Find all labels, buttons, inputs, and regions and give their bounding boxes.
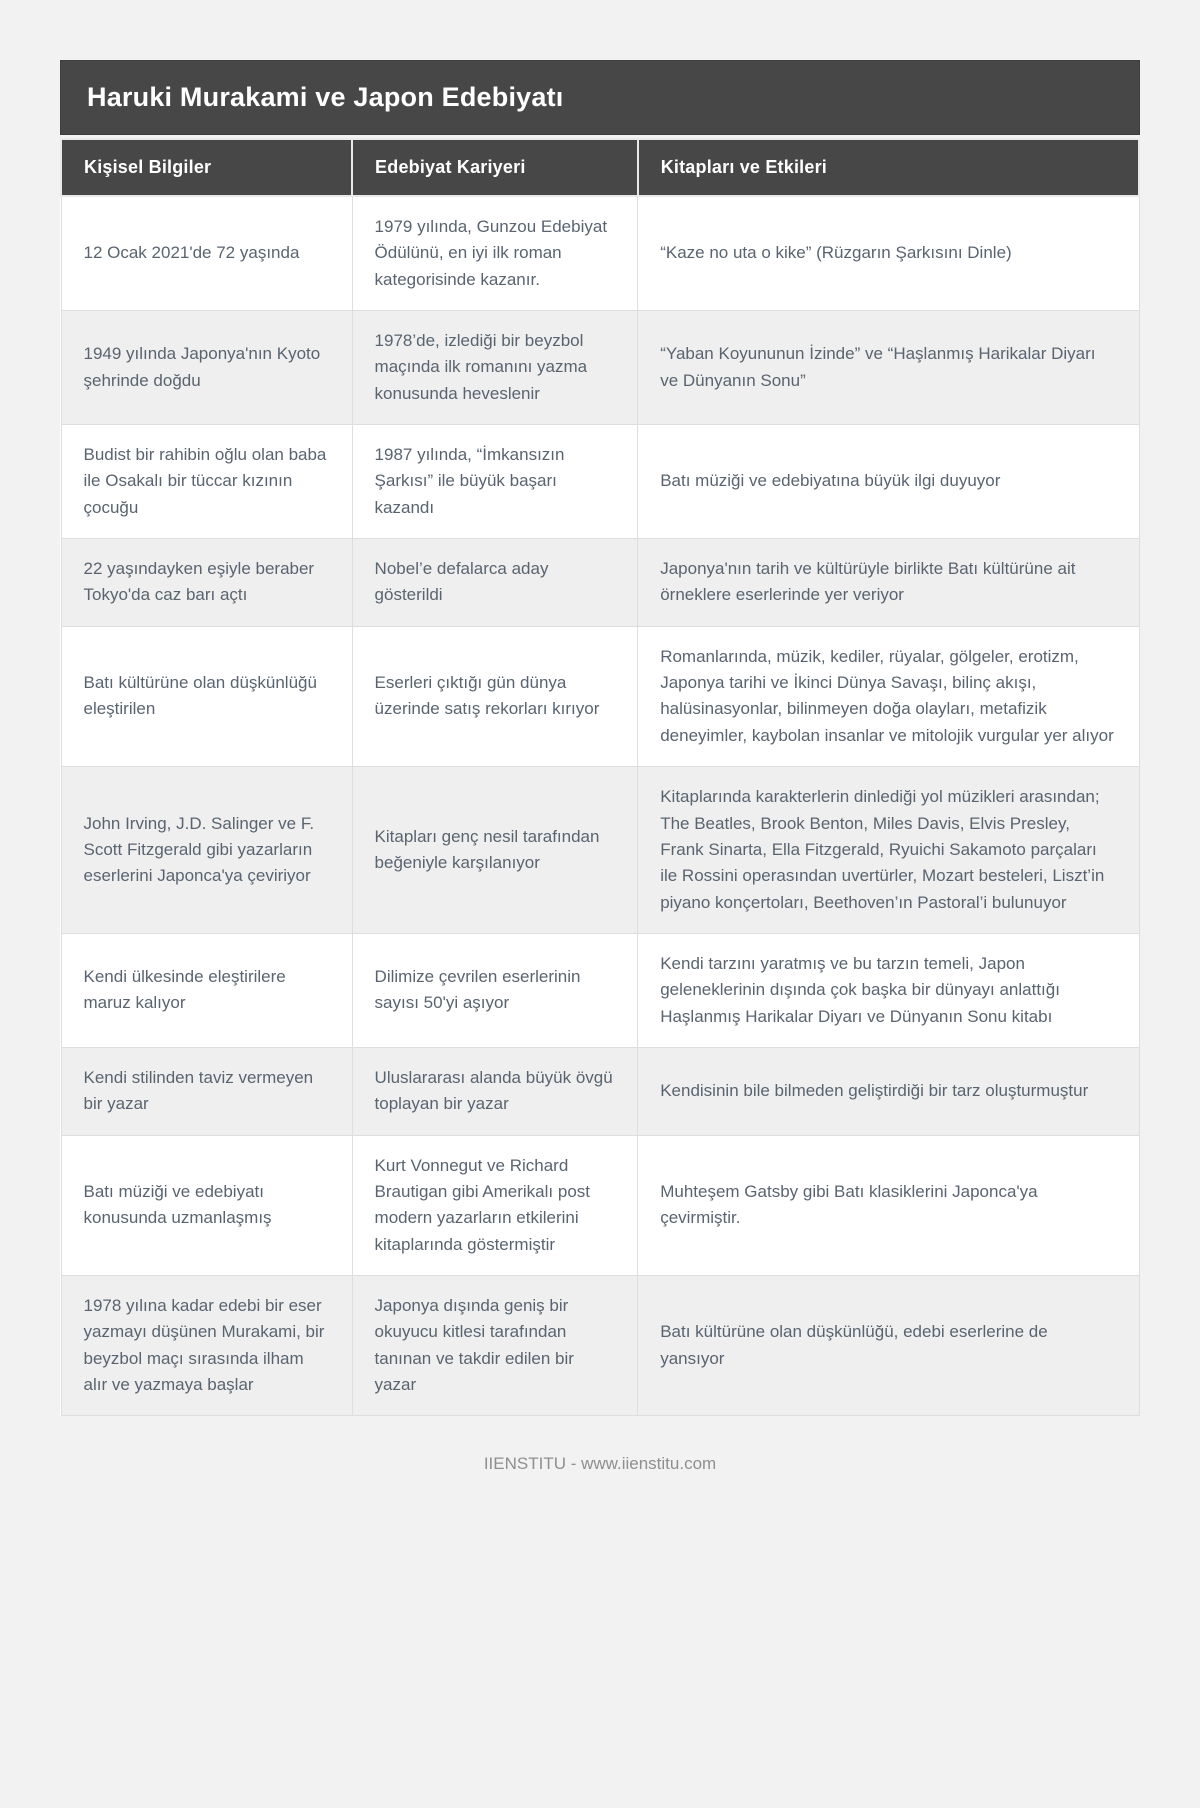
table-header <box>61 139 1139 196</box>
table-cell: Batı kültürüne olan düşkünlüğü, edebi eserlerine de yansıyor <box>638 1275 1139 1415</box>
table-row <box>61 767 1139 934</box>
table-cell: Nobel’e defalarca aday gösterildi <box>352 539 638 627</box>
table-cell: Japonya dışında geniş bir okuyucu kitlesi tarafından tanınan ve takdir edilen bir yazar <box>352 1275 638 1415</box>
table-row <box>61 626 1139 766</box>
table-cell: Kitapları genç nesil tarafından beğeniyle karşılanıyor <box>352 767 638 934</box>
table-row <box>61 539 1139 627</box>
table-cell: Kendi ülkesinde eleştirilere maruz kalıyor <box>61 933 352 1047</box>
table-cell: 1979 yılında, Gunzou Edebiyat Ödülünü, en iyi ilk roman kategorisinde kazanır. <box>352 196 638 311</box>
footer-credit: IIENSTITU - www.iienstitu.com <box>483 1454 717 1474</box>
column-header-personal-info: Kişisel Bilgiler <box>61 139 352 196</box>
table-cell: 1949 yılında Japonya'nın Kyoto şehrinde doğdu <box>61 311 352 425</box>
infographic-sheet <box>60 60 1140 1474</box>
table-cell: 1987 yılında, “İmkansızın Şarkısı” ile büyük başarı kazandı <box>352 425 638 539</box>
column-header-literary-career: Edebiyat Kariyeri <box>352 139 638 196</box>
table-cell: 1978 yılına kadar edebi bir eser yazmayı düşünen Murakami, bir beyzbol maçı sırasında ilham alır ve yazmaya başlar <box>61 1275 352 1415</box>
table-row <box>61 425 1139 539</box>
table-cell: 1978’de, izlediği bir beyzbol maçında ilk romanını yazma konusunda heveslenir <box>352 311 638 425</box>
table-body <box>61 196 1139 1416</box>
table-row <box>61 196 1139 311</box>
murakami-table <box>60 138 1140 1416</box>
table-cell: Kurt Vonnegut ve Richard Brautigan gibi Amerikalı post modern yazarların etkilerini kitaplarında göstermiştir <box>352 1135 638 1275</box>
table-cell: Budist bir rahibin oğlu olan baba ile Osakalı bir tüccar kızının çocuğu <box>61 425 352 539</box>
table-row <box>61 1135 1139 1275</box>
table-row <box>61 1047 1139 1135</box>
page-title: Haruki Murakami ve Japon Edebiyatı <box>60 60 1140 135</box>
table-cell: Muhteşem Gatsby gibi Batı klasiklerini Japonca'ya çevirmiştir. <box>638 1135 1139 1275</box>
table-cell: Uluslararası alanda büyük övgü toplayan bir yazar <box>352 1047 638 1135</box>
table-cell: Batı kültürüne olan düşkünlüğü eleştirilen <box>61 626 352 766</box>
table-cell: “Kaze no uta o kike” (Rüzgarın Şarkısını Dinle) <box>638 196 1139 311</box>
table-cell: Eserleri çıktığı gün dünya üzerinde satış rekorları kırıyor <box>352 626 638 766</box>
table-cell: John Irving, J.D. Salinger ve F. Scott Fitzgerald gibi yazarların eserlerini Japonca'ya çeviriyor <box>61 767 352 934</box>
table-cell: Batı müziği ve edebiyatı konusunda uzmanlaşmış <box>61 1135 352 1275</box>
table-row <box>61 933 1139 1047</box>
table-cell: Kendi tarzını yaratmış ve bu tarzın temeli, Japon geleneklerinin dışında çok başka bir dünyayı anlattığı Haşlanmış Harikalar Diyarı ve Dünyanın Sonu kitabı <box>638 933 1139 1047</box>
table-cell: Japonya'nın tarih ve kültürüyle birlikte Batı kültürüne ait örneklere eserlerinde yer veriyor <box>638 539 1139 627</box>
table-cell: Kendisinin bile bilmeden geliştirdiği bir tarz oluşturmuştur <box>638 1047 1139 1135</box>
table-cell: Romanlarında, müzik, kediler, rüyalar, gölgeler, erotizm, Japonya tarihi ve İkinci Dünya Savaşı, bilinç akışı, halüsinasyonlar, bilinmeyen doğa olayları, metafizik deneyimler, kaybolan insanlar ve mitolojik vurgular yer alıyor <box>638 626 1139 766</box>
table-cell: Batı müziği ve edebiyatına büyük ilgi duyuyor <box>638 425 1139 539</box>
table-cell: Dilimize çevrilen eserlerinin sayısı 50'yi aşıyor <box>352 933 638 1047</box>
table-cell: “Yaban Koyununun İzinde” ve “Haşlanmış Harikalar Diyarı ve Dünyanın Sonu” <box>638 311 1139 425</box>
table-row <box>61 311 1139 425</box>
column-header-books-influences: Kitapları ve Etkileri <box>638 139 1139 196</box>
table-cell: Kitaplarında karakterlerin dinlediği yol müzikleri arasından; The Beatles, Brook Benton, Miles Davis, Elvis Presley, Frank Sinarta, Ella Fitzgerald, Ryuichi Sakamoto parçaları ile Rossini operasından uvertürler, Mozart besteleri, Liszt’in piyano konçertoları, Beethoven’ın Pastoral’i bulunuyor <box>638 767 1139 934</box>
table-cell: 22 yaşındayken eşiyle beraber Tokyo'da caz barı açtı <box>61 539 352 627</box>
table-cell: Kendi stilinden taviz vermeyen bir yazar <box>61 1047 352 1135</box>
table-cell: 12 Ocak 2021'de 72 yaşında <box>61 196 352 311</box>
table-row <box>61 1275 1139 1415</box>
